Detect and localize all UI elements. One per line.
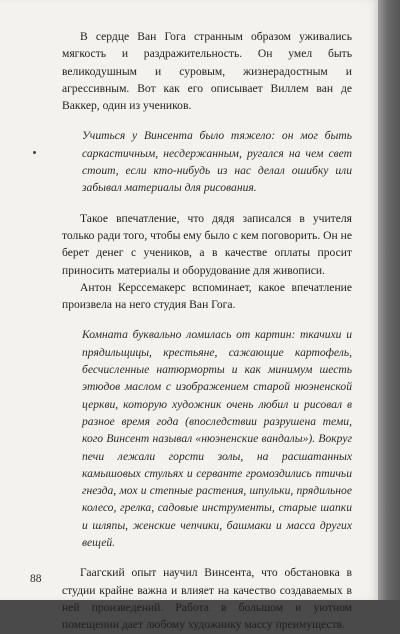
page-text <box>62 28 352 634</box>
page-number: 88 <box>30 573 42 585</box>
paragraph-hague-experience: Гаагский опыт научил Винсента, что обстановка в студии крайне важна и влияет на качество создаваемых в ней произведений. Работа в большом и уютном помещении дает любому художнику массу преимуществ. <box>62 566 352 632</box>
paragraph-impression: Такое впечатление, что дядя записался в учителя только ради того, чтобы ему было с кем поговорить. Он не берет денег с учеников, а в качестве оплаты просит приносить материалы и оборудование для живописи. <box>62 211 352 277</box>
page-edge-shadow <box>378 0 400 600</box>
quote-van-de-wakker: Учиться у Винсента было тяжело: он мог быть саркастичным, несдержанным, ругался на чем свет стоит, если кто-нибудь из нас делал ошибку или забывал материалы для рисования. <box>82 129 352 195</box>
quote-studio-description: Комната буквально ломилась от картин: ткачихи и прядильщицы, крестьяне, сажающие картофель, бесчисленные натюрморты и как минимум шесть этюдов маслом с изображением старой нюэненской церкви, которую художник очень любил и рисовал в разное время года (впоследствии разрушена теми, кого Винсент называл «нюэненские вандалы»). Вокруг печи лежали горсти золы, на расшатанных камышовых стульях и серванте громоздились птичьи гнезда, мох и степные растения, шпульки, прядильное колесо, грелка, садовые инструменты, старые шапки и шляпы, женские чепчики, башмаки и масса других вещей. <box>82 328 352 550</box>
paragraph-kerssemakers: Антон Керссемакерс вспоминает, какое впечатление произвела на него студия Ван Гога. <box>62 280 352 312</box>
paragraph-intro: В сердце Ван Гога странным образом уживались мягкость и раздражительность. Он умел быть великодушным и суровым, жизнерадостным и агрессивным. Вот как его описывает Виллем ван де Ваккер, один из учеников. <box>62 30 352 113</box>
margin-dot <box>33 151 36 154</box>
